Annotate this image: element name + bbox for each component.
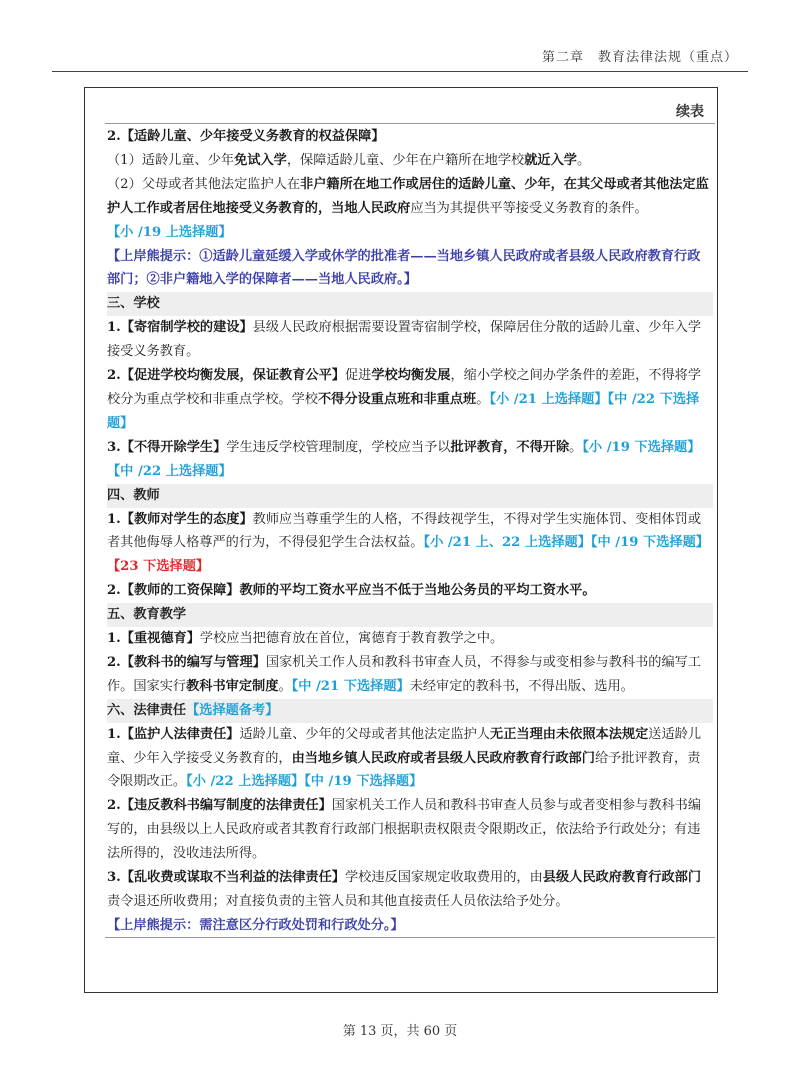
- item-teacher-salary: [107, 579, 713, 603]
- exam-tag: 【小 /19 下选择题】: [582, 439, 701, 455]
- bold-text: 无正当理由未依照本法规定: [490, 726, 649, 742]
- text: ，保障适龄儿童、少年在户籍所在地学校: [286, 152, 525, 168]
- text: 未经审定的教科书，不得出版、选用。: [409, 678, 634, 694]
- item-compulsory-rights-title: [107, 125, 713, 149]
- chapter-header: 第二章 教育法律法规（重点）: [541, 50, 738, 65]
- text: 国家机关工作人员和教科书审查人员，不得参与或变相参与教科书的编写工作。国家实行: [107, 654, 702, 694]
- page-number: 第 13 页，共 60 页: [342, 1024, 458, 1039]
- bold-text: 学校均衡发展: [371, 368, 451, 384]
- bold-text: 2.【违反教科书编写制度的法律责任】: [107, 798, 332, 814]
- exam-tag: 【小 /21 上、22 上选择题】: [423, 535, 591, 551]
- bold-text: 非户籍所在地工作或居住的适龄儿童、少年，在其父母或者其他法定监护人工作或者居住地接受义务教育的，当地人民政府: [107, 176, 709, 216]
- bold-text: 县级人民政府教育行政部门: [542, 870, 702, 886]
- item-boarding-school: [107, 316, 713, 364]
- bold-text: 就近入学: [524, 152, 577, 168]
- bold-text: 1.【教师对学生的态度】: [107, 511, 253, 527]
- text: （2）父母或者其他法定监护人在: [107, 176, 301, 192]
- exam-tag: 【中 /21 下选择题】: [291, 678, 410, 694]
- header-rule: [52, 71, 748, 72]
- section-title: 六、法律责任: [107, 702, 187, 718]
- text: 适龄儿童、少年的父母或者其他法定监护人: [239, 726, 491, 742]
- tip-note: [107, 245, 713, 293]
- text: 教师应当尊重学生的人格，不得歧视学生，不得对学生实施体罚、变相体罚或者其他侮辱人格尊严的行为，不得侵犯学生合法权益。: [107, 511, 702, 551]
- bold-text: 3.【乱收费或谋取不当利益的法律责任】: [107, 870, 345, 886]
- text: 。: [576, 152, 591, 168]
- section-education: 五、教育教学: [107, 603, 713, 627]
- bold-text: 批评教育，不得开除: [450, 439, 570, 455]
- text: 学生违反学校管理制度，学校应当予以: [226, 439, 451, 455]
- exam-tag: 【选择题备考】: [186, 702, 279, 718]
- text: 。: [278, 678, 292, 694]
- section-school: 三、学校: [107, 292, 713, 316]
- item-teacher-attitude: [107, 508, 713, 580]
- bold-text: 1.【重视德育】: [107, 631, 200, 647]
- bold-text: 2.【教师的工资保障】教师的平均工资水平应当不低于当地公务员的平均工资水平。: [107, 583, 596, 599]
- text: 。: [476, 391, 490, 407]
- item-textbook: [107, 651, 713, 699]
- bold-text: 不得分设重点班和非重点班: [318, 391, 477, 407]
- tip-note: [107, 914, 713, 938]
- text: ，缩小学校之间办学条件的差距，不得将学校分为重点学校和非重点学校。学校: [107, 368, 702, 407]
- bold-text: 1.【监护人法律责任】: [107, 726, 240, 742]
- exam-tag: 【中 /19 下选择题】: [590, 535, 709, 551]
- text: 。: [569, 439, 583, 455]
- text: （1）适龄儿童、少年: [107, 152, 235, 168]
- text: 学校应当把德育放在首位，寓德育于教育教学之中。: [199, 631, 504, 647]
- item-textbook-liability: [107, 794, 713, 866]
- bold-text: 2.【教科书的编写与管理】: [107, 654, 266, 670]
- section-teacher: 四、教师: [107, 484, 713, 508]
- content-body: [107, 125, 713, 938]
- section-legal-liability: [107, 699, 713, 723]
- item-non-household: [107, 173, 713, 221]
- text: 责令退还所收费用；对直接负责的主管人员和其他直接责任人员依法给予处分。: [107, 894, 569, 909]
- text: 送适龄儿童、少年入学接受义务教育的，: [107, 726, 702, 766]
- exam-tag-line: [107, 221, 713, 245]
- item-guardian-liability: [107, 723, 713, 795]
- bold-text: 1.【寄宿制学校的建设】: [107, 320, 253, 336]
- text: 应当为其提供平等接受义务教育的条件。: [410, 200, 648, 216]
- text: 县级人民政府根据需要设置寄宿制学校，保障居住分散的适龄儿童、少年入学接受义务教育。: [107, 320, 702, 360]
- exam-tag: 【小 /19 上选择题】: [107, 224, 232, 240]
- bold-text: 免试入学: [234, 152, 287, 168]
- continued-label: 续表: [676, 104, 704, 120]
- item-moral-education: [107, 627, 713, 651]
- exam-tag: 【中 /22 上选择题】: [107, 463, 232, 479]
- bold-text: 教科书审定制度: [186, 678, 279, 694]
- text: 学校违反国家规定收取费用的，由: [344, 870, 543, 886]
- tip-text: 【上岸熊提示：需注意区分行政处罚和行政处分。】: [107, 917, 404, 933]
- exam-tag: 【中 /22 下选择题】: [107, 391, 700, 431]
- exam-tag: 【小 /22 上选择题】: [186, 774, 305, 790]
- item-no-expulsion: [107, 436, 713, 484]
- exam-tag: 【中 /19 下选择题】: [304, 774, 423, 790]
- bold-text: 由当地乡镇人民政府或者县级人民政府教育行政部门: [291, 750, 595, 766]
- text: 促进: [344, 368, 372, 384]
- exam-tag: 【小 /21 上选择题】: [489, 391, 608, 407]
- tip-text: 【上岸熊提示：①适龄儿童延缓入学或休学的批准者——当地乡镇人民政府或者县级人民政府教育行政部门；②非户籍地入学的保障者——当地人民政府。】: [107, 248, 701, 288]
- text: 国家机关工作人员和教科书审查人员参与或者变相参与教科书编写的，由县级以上人民政府或者其教育行政部门根据职责权限责令限期改正，依法给予行政处分；有违法所得的，没收违法所得。: [107, 798, 702, 862]
- item-fee-liability: [107, 866, 713, 914]
- text: 给予批评教育，责令限期改正。: [107, 750, 701, 790]
- bold-text: 2.【适龄儿童、少年接受义务教育的权益保障】: [107, 129, 385, 144]
- exam-tag-red: 【23 下选择题】: [107, 559, 210, 575]
- bold-text: 2.【促进学校均衡发展，保证教育公平】: [107, 368, 345, 384]
- bold-text: 3.【不得开除学生】: [107, 439, 227, 455]
- item-balanced-development: [107, 364, 713, 436]
- item-free-admission: [107, 149, 713, 173]
